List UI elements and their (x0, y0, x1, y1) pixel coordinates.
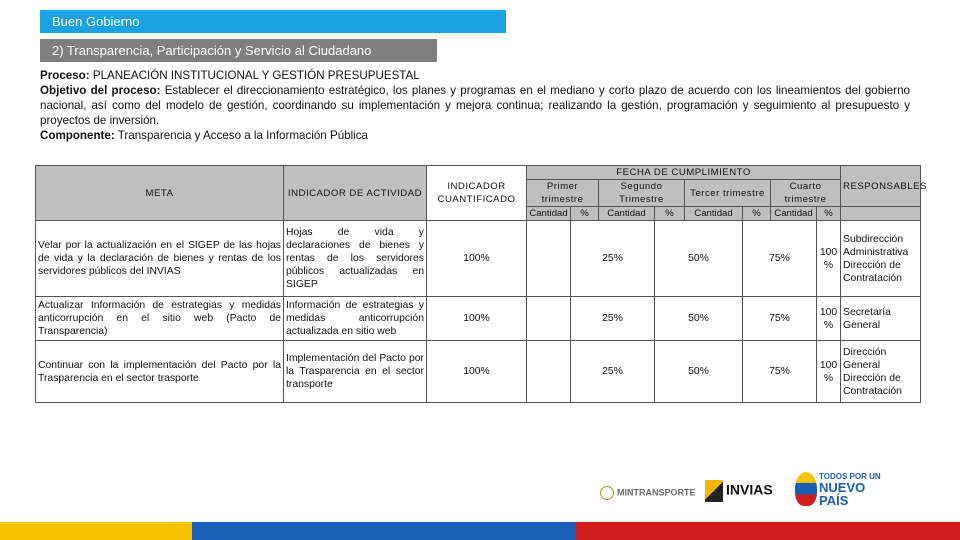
componente-line (40, 128, 910, 143)
todos-por-un-nuevo-pais-logo (795, 470, 885, 510)
invias-mark-icon (705, 480, 723, 502)
row-cuantificado: 100% (427, 221, 527, 297)
header-responsables-blank (841, 207, 921, 221)
process-description (40, 68, 910, 143)
header-indicador-actividad: INDICADOR DE ACTIVIDAD (284, 166, 427, 221)
mintransporte-logo (600, 486, 696, 526)
row-q3-value: 75% (743, 341, 817, 403)
row-q4-value: 100 % (817, 221, 841, 297)
header-q4: Cuarto trimestre (771, 180, 841, 207)
invias-logo (705, 480, 773, 520)
row-q1-value: 25% (571, 341, 655, 403)
row-indicador: Hojas de vida y declaraciones de bienes y rentas de los servidores públicos actualizadas en SIGEP (284, 221, 427, 297)
header-q3: Tercer trimestre (685, 180, 771, 207)
header-q1-cantidad: Cantidad (527, 207, 571, 221)
row-indicador: Implementación del Pacto por la Trasparencia en el sector transporte (284, 341, 427, 403)
header-q4-cantidad: Cantidad (771, 207, 817, 221)
row-q1-value: 25% (571, 221, 655, 297)
row-responsable: Dirección General Dirección de Contratación (841, 341, 921, 403)
header-q2-cantidad: Cantidad (599, 207, 655, 221)
subsection-header: 2) Transparencia, Participación y Servicio al Ciudadano (40, 39, 437, 62)
flag-stripe (0, 522, 960, 540)
row-meta: Actualizar Información de estrategias y medidas anticorrupción en el sitio web (Pacto de Transparencia) (36, 297, 284, 341)
header-meta: META (36, 166, 284, 221)
seal-icon (600, 486, 614, 500)
row-q1-cantidad (527, 221, 571, 297)
componente-value: Transparencia y Acceso a la Información Pública (117, 129, 368, 142)
row-q2-value: 50% (655, 341, 743, 403)
row-q3-value: 75% (743, 297, 817, 341)
objetivo-value: Establecer el direccionamiento estratégico, los planes y programas en el mediano y corto plazo de acuerdo con los lineamientos del gobierno nacional, así como del modelo de gestión, coordinando su implementación y mejora continua; realizando la gestión, programación y seguimiento al presupuesto y proyectos de inversión. (40, 84, 910, 127)
header-responsables: RESPONSABLES (841, 166, 921, 207)
header-q1-pct: % (571, 207, 599, 221)
row-q1-value: 25% (571, 297, 655, 341)
table-row (36, 297, 921, 341)
row-q4-value: 100 % (817, 341, 841, 403)
compliance-table (35, 165, 927, 403)
objetivo-line (40, 83, 910, 128)
flower-icon (795, 472, 817, 506)
mintransporte-text: MINTRANSPORTE (617, 487, 696, 498)
invias-text: INVIAS (726, 481, 773, 498)
row-q4-value: 100 % (817, 297, 841, 341)
header-q1: Primer trimestre (527, 180, 599, 207)
tp-text (819, 472, 885, 507)
row-cuantificado: 100% (427, 297, 527, 341)
row-responsable: Subdirección Administrativa Dirección de Contratación (841, 221, 921, 297)
tp-line2: NUEVO PAÍS (819, 480, 866, 508)
header-fecha-cumplimiento: FECHA DE CUMPLIMIENTO (527, 166, 841, 180)
table-row (36, 221, 921, 297)
header-row-1 (36, 166, 921, 180)
row-q2-value: 50% (655, 221, 743, 297)
header-indicador-cuantificado: INDICADOR CUANTIFICADO (427, 166, 527, 221)
header-q3-pct: % (743, 207, 771, 221)
row-q2-value: 50% (655, 297, 743, 341)
proceso-value: PLANEACIÓN INSTITUCIONAL Y GESTIÓN PRESUPUESTAL (92, 69, 420, 82)
objetivo-label: Objetivo del proceso: (40, 84, 161, 97)
header-q4-pct: % (817, 207, 841, 221)
tp-line1: TODOS POR UN (819, 472, 881, 481)
proceso-line (40, 68, 910, 83)
proceso-label: Proceso: (40, 69, 90, 82)
row-q1-cantidad (527, 297, 571, 341)
componente-label: Componente: (40, 129, 115, 142)
header-q2: Segundo Trimestre (599, 180, 685, 207)
row-cuantificado: 100% (427, 341, 527, 403)
table-row (36, 341, 921, 403)
row-responsable: Secretaría General (841, 297, 921, 341)
row-indicador: Información de estrategias y medidas anticorrupción actualizada en sitio web (284, 297, 427, 341)
row-meta: Velar por la actualización en el SIGEP de las hojas de vida y la declaración de bienes y rentas de los servidores públicos del INVIAS (36, 221, 284, 297)
row-meta: Continuar con la implementación del Pacto por la Trasparencia en el sector trasporte (36, 341, 284, 403)
header-q2-pct: % (655, 207, 685, 221)
header-q3-cantidad: Cantidad (685, 207, 743, 221)
row-q1-cantidad (527, 341, 571, 403)
section-header: Buen Gobierno (40, 10, 506, 33)
row-q3-value: 75% (743, 221, 817, 297)
